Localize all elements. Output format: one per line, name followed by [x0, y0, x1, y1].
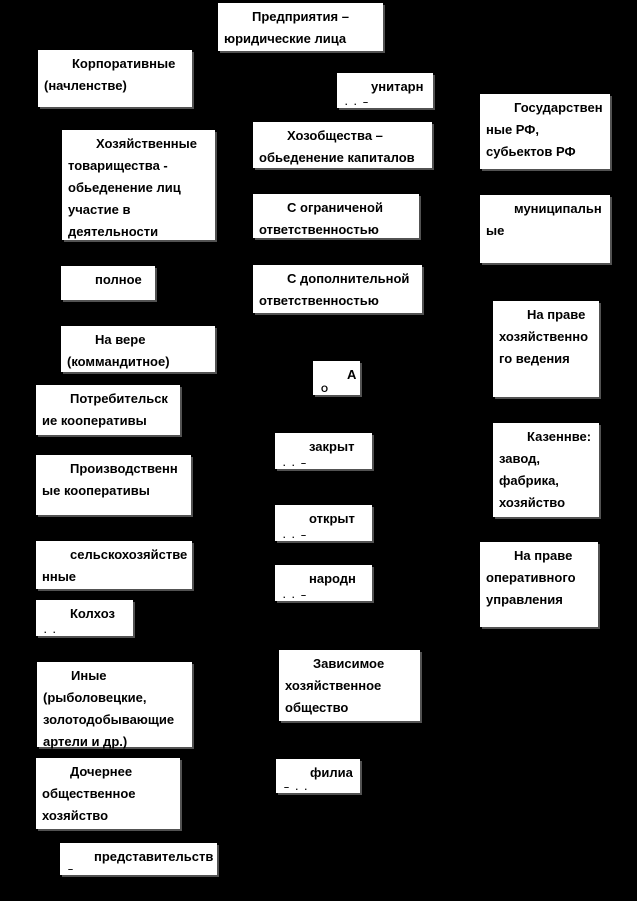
node-text-line: го ведения [499, 351, 570, 366]
node-text-line: С дополнительной [287, 271, 410, 286]
node-na-vere [61, 326, 215, 372]
node-text-line: артели и др.) [43, 734, 128, 749]
node-text-line: завод, [499, 451, 540, 466]
node-ao [313, 361, 360, 395]
node-text-line: А [347, 367, 357, 382]
node-text-line: фабрика, [499, 473, 559, 488]
node-text-line: Хозобщества – [287, 128, 383, 143]
node-text-line: золотодобывающие [43, 712, 175, 727]
node-text-line: открыт [309, 511, 355, 526]
node-proizvodstvennye [36, 455, 191, 515]
node-text-line: Производственн [70, 461, 178, 476]
node-text-line: субьектов РФ [486, 144, 576, 159]
node-na-prave-hoz [493, 301, 599, 397]
clipped-text-fragment: – [68, 864, 76, 874]
node-text-line: Корпоративные [72, 56, 176, 71]
node-enterprises [218, 3, 383, 51]
node-text-line: Казеннве: [527, 429, 592, 444]
node-inye [37, 662, 192, 747]
node-zakryt [275, 433, 372, 469]
node-polnoe [61, 266, 155, 300]
node-text-line: муниципальн [514, 201, 602, 216]
node-text-line: общественное [42, 786, 136, 801]
node-text-line: Дочернее [70, 764, 133, 779]
node-text-line: ответственностью [259, 293, 379, 308]
node-dochernee [36, 758, 180, 829]
node-gosudarstvennye [480, 94, 610, 169]
node-text-line: управления [486, 592, 563, 607]
node-text-line: нные [42, 569, 77, 584]
node-text-line: Зависимое [313, 656, 385, 671]
node-s-ogranichenoy [253, 194, 419, 238]
node-kolhoz [36, 600, 133, 636]
node-text-line: деятельности [68, 224, 159, 239]
node-text-line: полное [95, 272, 142, 287]
node-text-line: обьеденение капиталов [259, 150, 415, 165]
node-text-line: ые кооперативы [42, 483, 150, 498]
node-s-dopolnitelnoy [253, 265, 422, 313]
clipped-text-fragment: . . [44, 625, 58, 635]
clipped-text-fragment: . . – [345, 97, 371, 107]
node-text-line: сельскохозяйстве [70, 547, 188, 562]
node-text-line: На праве [514, 548, 573, 563]
node-text-line: ные РФ, [486, 122, 540, 137]
node-text-line: (начленстве) [44, 78, 127, 93]
node-text-line: представительств [94, 849, 214, 864]
node-text-line: закрыт [309, 439, 355, 454]
node-na-prave-oper [480, 542, 598, 627]
node-otkryt [275, 505, 372, 541]
node-text-line: филиа [310, 765, 353, 780]
node-text-line: обьеденение лиц [68, 180, 181, 195]
node-text-line: На вере [95, 332, 146, 347]
node-text-line: Потребительск [70, 391, 168, 406]
node-text-line: хозяйственное [285, 678, 382, 693]
node-text-line: Хозяйственные [96, 136, 197, 151]
node-text-line: товарищества - [68, 158, 168, 173]
clipped-text-fragment: . . – [283, 458, 309, 468]
node-text-line: общество [285, 700, 349, 715]
clipped-text-fragment: – . . [284, 782, 310, 792]
node-zavisimoe [279, 650, 420, 721]
node-text-line: ответственностью [259, 222, 379, 237]
node-text-line: На праве [527, 307, 586, 322]
node-potrebitelskie [36, 385, 180, 435]
clipped-text-fragment: О [321, 384, 331, 394]
node-text-line: хозяйство [42, 808, 109, 823]
node-text-line: Иные [71, 668, 107, 683]
node-korporativnye [38, 50, 192, 107]
node-hozobshestva [253, 122, 432, 168]
node-text-line: хозяйственно [499, 329, 589, 344]
node-unitarn [337, 73, 433, 108]
node-text-line: участие в [68, 202, 131, 217]
node-text-line: Государствен [514, 100, 603, 115]
node-text-line: Предприятия – [252, 9, 349, 24]
node-selskohozyajstvennye [36, 541, 192, 589]
node-text-line: (коммандитное) [67, 354, 170, 369]
node-text-line: народн [309, 571, 356, 586]
node-text-line: (рыболовецкие, [43, 690, 147, 705]
node-filial [276, 759, 360, 793]
node-text-line: оперативного [486, 570, 576, 585]
node-text-line: Колхоз [70, 606, 115, 621]
node-hoz-tovarishestva [62, 130, 215, 240]
node-kazennoe [493, 423, 599, 517]
clipped-text-fragment: . . – [283, 530, 309, 540]
node-text-line: юридические лица [224, 31, 347, 46]
node-text-line: ые [486, 223, 505, 238]
clipped-text-fragment: . . – [283, 590, 309, 600]
node-narodn [275, 565, 372, 601]
node-text-line: унитарн [371, 79, 424, 94]
node-text-line: хозяйство [499, 495, 566, 510]
node-municipalnye [480, 195, 610, 263]
node-text-line: С ограниченой [287, 200, 383, 215]
node-predstavitelstvo [60, 843, 217, 875]
node-text-line: ие кооперативы [42, 413, 147, 428]
